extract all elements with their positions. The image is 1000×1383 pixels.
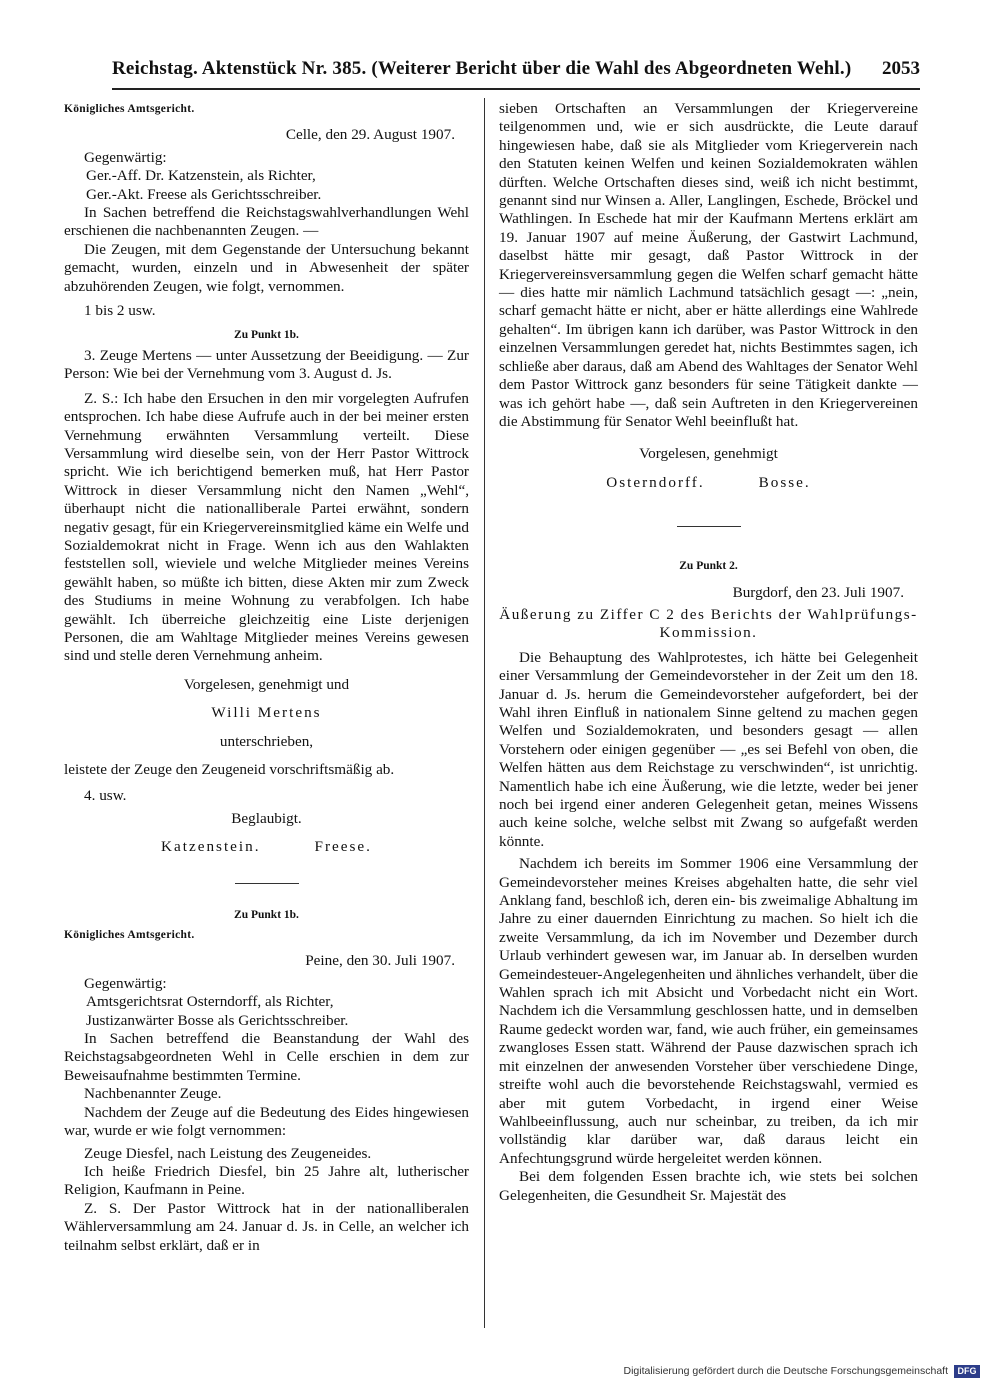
paragraph: Die Behauptung des Wahlprotestes, ich hätte bei Gelegenheit einer Versammlung der Gemeindevorsteher in der Zeit um den 18. Januar d. Js. herum die Gemeindevorsteher aufgefordert, bei der Wahl ihren Einfluß in nationalem Sinne geltend zu machen gegen Welfen und Sozialdemokraten, und besonders gesagt — allen Vorstehern oder einigen gegenüber — „es sei Befehl von oben, die Welfen hätten aus dem Reichstage zu verschwinden“, ist unrichtig. Namentlich habe ich eine Äußerung, wie die letzte, weder bei jener noch bei irgend einer anderen Gelegenheit getan, meines Wissens auch keine solche, welche selbst mit Zwang so aufgefaßt werden könnte. bbox=[499, 648, 918, 850]
court-heading: Königliches Amtsgericht. bbox=[64, 103, 195, 115]
paragraph: Die Zeugen, mit dem Gegenstande der Untersuchung bekannt gemacht, wurden, einzeln und in Abwesenheit der später abzuhörenden Zeugen, wie folgt, vernommen. bbox=[64, 240, 469, 295]
paragraph: In Sachen betreffend die Reichstagswahlverhandlungen Wehl erschienen die nachbenannten Zeugen. — bbox=[64, 204, 469, 240]
paragraph: 3. Zeuge Mertens — unter Aussetzung der Beeidigung. — Zur Person: Wie bei der Vernehmung vom 3. August d. Js. bbox=[64, 346, 469, 383]
certified-label: Beglaubigt. bbox=[231, 809, 302, 827]
paragraph: Bei dem folgenden Essen brachte ich, wie stets bei solchen Gelegenheiten, die Gesundheit Sr. Majestät des bbox=[499, 1168, 918, 1204]
testimony-paragraph: Z. S.: Ich habe den Ersuchen in den mir vorgelegten Aufrufen entsprochen. Ich habe diese Aufrufe auch in der bei meiner ersten Vernehmung erwähnten Versammlung verteilt. Diese Versammlung wird dieselbe sein, von der Herr Pastor Wittrock spricht. Wie ich berichtigend bemerken muß, hat Herr Pastor Wittrock in dieser Versammlung nicht den Namen „Wehl“, überhaupt nicht die nationalliberale Partei erwähnt, sondern negativ gesagt, für ein Kriegervereinsmitglied käme ein Welfe und Sozialdemokrat nicht in Frage. Wenn ich aus den Wahlakten feststellen soll, wieviele und welche Mitglieder meines Vereins gewählt haben, so müßte ich bitten, diese Akten mir zum Zweck des Studiums in meine Wohnung zu verabfolgen. Ich habe gewählt. Ich überreiche gleichzeitig eine Liste derjenigen Personen, die am Wahltage Mitglieder meines Vereins gewesen sind und stelle deren Vernehmung anheim. bbox=[64, 389, 469, 665]
left-column bbox=[64, 100, 469, 1255]
paragraph: Zeuge Diesfel, nach Leistung des Zeugeneides. bbox=[84, 1144, 372, 1162]
paragraph: 1 bis 2 usw. bbox=[84, 302, 156, 320]
present-label: Gegenwärtig: bbox=[84, 974, 167, 992]
running-header bbox=[112, 58, 920, 90]
present-line: Amtsgerichtsrat Osterndorff, als Richter, bbox=[86, 993, 334, 1011]
paragraph: Z. S. Der Pastor Wittrock hat in der nationalliberalen Wählerversammlung am 24. Januar d. Js. in Celle, an welcher ich teilnahm selbst erklärt, daß er in bbox=[64, 1199, 469, 1254]
read-approved-line: Vorgelesen, genehmigt bbox=[639, 445, 778, 463]
paragraph: Ich heiße Friedrich Diesfel, bin 25 Jahre alt, lutherischer Religion, Kaufmann in Peine. bbox=[64, 1162, 469, 1199]
paragraph: sieben Ortschaften an Versammlungen der Kriegervereine teilgenommen und, wie er sich ausdrückte, die Leute darauf hingewiesen habe, daß sie als Mitglieder vom Kriegerverein nach den Statuten keinen Welfen und keinen Sozialdemokraten wählen dürften. Welche Ortschaften dieses sind, weiß ich nicht bestimmt, genannt sind nur Winsen a. Aller, Langlingen, Eschede, Bröckel und Wathlingen. In Eschede hat mir der Kaufmann Mertens erklärt am 19. Januar 1907 auf meine Äußerung, der Gastwirt Lachmund, daselbst hätte mir gesagt, daß Pastor Wittrock in der Kriegervereinsversammlung gegen die Welfen scharf gemacht hätte — dies hatte mir nämlich Lachmund tatsächlich gesagt —: „nein, scharf gemacht hätte er nicht, aber er hätte allerdings eine Wahlrede gehalten“. Im übrigen kann ich darüber, was Pastor Wittrock in den einzelnen Versammlungen geredet hat, nichts Bestimmtes sagen, ich schließe aber daraus, daß am Abend des Wahltages der Senator Wehl dem Pastor Wittrock ganz besonders für seine Tätigkeit dankte — was ich gehört habe —, daß sein Auftreten in den Kriegervereinen die Abstimmung für Senator Wehl beeinflußt hat. bbox=[499, 100, 918, 430]
signature-clerk: Freese. bbox=[314, 838, 372, 856]
protocol-date: Peine, den 30. Juli 1907. bbox=[305, 952, 455, 970]
present-label: Gegenwärtig: bbox=[84, 148, 167, 166]
footer-credit: Digitalisierung gefördert durch die Deutsche Forschungsgemeinschaft bbox=[623, 1365, 948, 1377]
statement-date: Burgdorf, den 23. Juli 1907. bbox=[732, 583, 904, 601]
column-divider bbox=[484, 98, 485, 1328]
protocol-date: Celle, den 29. August 1907. bbox=[285, 126, 455, 144]
signature-row bbox=[64, 838, 469, 856]
paragraph: In Sachen betreffend die Beanstandung der Wahl des Reichstagsabgeordneten Wehl in Celle erschien in dem zur Beweisaufnahme bestimmten Termine. bbox=[64, 1030, 469, 1084]
statement-heading: Äußerung zu Ziffer C 2 des Berichts der Wahlprüfungs-Kommission. bbox=[499, 605, 918, 642]
paragraph: Nachbenannter Zeuge. bbox=[84, 1085, 222, 1103]
present-line: Ger.-Akt. Freese als Gerichtsschreiber. bbox=[86, 185, 322, 203]
court-heading: Königliches Amtsgericht. bbox=[64, 929, 195, 942]
signature-clerk: Bosse. bbox=[758, 473, 811, 491]
present-line: Ger.-Aff. Dr. Katzenstein, als Richter, bbox=[86, 167, 316, 185]
right-column bbox=[499, 100, 918, 1205]
section-heading: Zu Punkt 1b. bbox=[234, 908, 299, 921]
section-heading: Zu Punkt 1b. bbox=[234, 329, 299, 342]
page-number: 2053 bbox=[882, 58, 920, 79]
signature-judge: Osterndorff. bbox=[606, 473, 705, 491]
present-line: Justizanwärter Bosse als Gerichtsschreiber. bbox=[86, 1011, 349, 1029]
read-approved-line: Vorgelesen, genehmigt und bbox=[183, 675, 350, 693]
section-separator bbox=[235, 883, 299, 884]
signature-judge: Katzenstein. bbox=[161, 838, 261, 856]
section-separator bbox=[677, 526, 741, 527]
paragraph: Nachdem der Zeuge auf die Bedeutung des Eides hingewiesen war, wurde er wie folgt vernommen: bbox=[64, 1103, 469, 1140]
paragraph: Nachdem ich bereits im Sommer 1906 eine Versammlung der Gemeindevorsteher meines Kreises abgehalten hatte, die sehr viel Anklang fand, beschloß ich, deren ein- bis zweimalige Abhaltung im Jahre zu einer dauernden Einrichtung zu machen. So hielt ich die zweite Versammlung, da ich im November und Dezember durch Urlaub verhindert gewesen war, im Januar ab. In derselben wurden Gemeindesteuer-Angelegenheiten und ähnliches verhandelt, über die Wahlen sprach ich mit Absicht und Vorbedacht nicht ein Wort. Nachdem ich die Versammlung geschlossen hatte, und in demselben Raume gedeckt worden war, fand, wie auch früher, ein gemeinsames zwangloses Essen statt. Während der Pause dazwischen sprach ich mit einzelnen der anwesenden Vorsteher über verschiedene Dinge, streifte wohl auch die bevorstehende Reichstagswahl, vermied es aber mit gutem Vorbedacht, in irgend einer Weise Wahlbeeinflussung, auch nur scheinbar, zu treiben, da ich mir vollständig klar darüber war, daß daraus leicht ein Anfechtungsgrund würde hergeleitet werden können. bbox=[499, 855, 918, 1167]
digitization-footer bbox=[620, 1362, 980, 1380]
signature-row bbox=[499, 474, 918, 492]
section-heading: Zu Punkt 2. bbox=[679, 560, 738, 573]
paragraph: 4. usw. bbox=[84, 787, 127, 805]
running-title: Reichstag. Aktenstück Nr. 385. (Weiterer Bericht über die Wahl des Abgeordneten Wehl.) bbox=[112, 58, 852, 79]
signed-line: unterschrieben, bbox=[219, 732, 314, 750]
witness-signature: Willi Mertens bbox=[211, 704, 322, 722]
paragraph: leistete der Zeuge den Zeugeneid vorschriftsmäßig ab. bbox=[64, 761, 395, 778]
dfg-logo-icon: DFG bbox=[954, 1365, 980, 1378]
